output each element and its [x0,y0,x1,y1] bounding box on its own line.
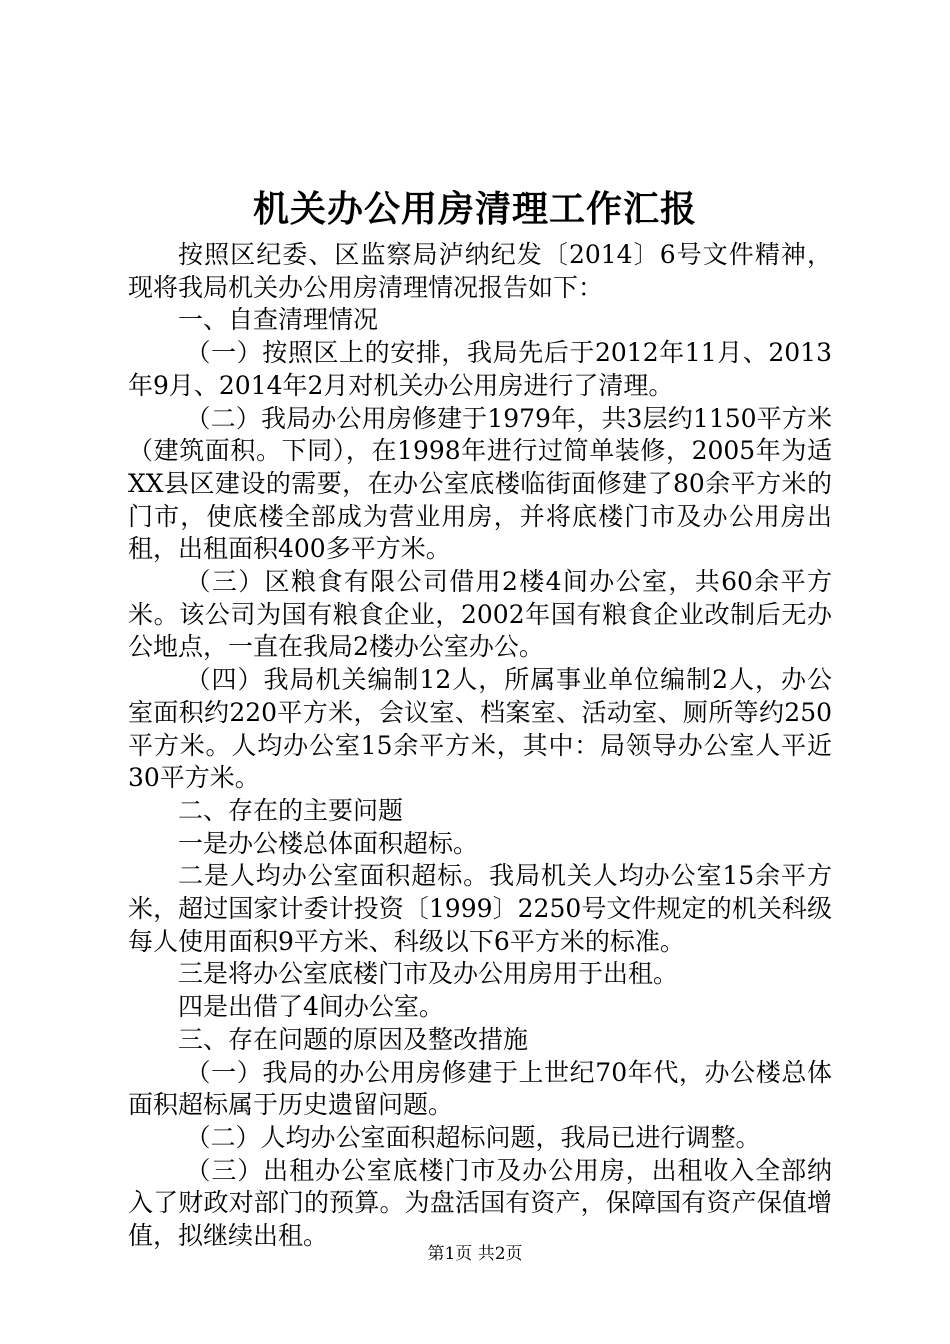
section-heading-2: 二、存在的主要问题 [178,795,404,825]
page-indicator: 第1页 共2页 [427,1244,523,1264]
page-footer [0,1242,950,1266]
section-heading-1: 一、自查清理情况 [178,305,379,335]
paragraph-3-1: （一）我局的办公用房修建于上世纪70年代，办公楼总体面积超标属于历史遗留问题。 [128,1057,832,1120]
paragraph-1-4: （四）我局机关编制12人，所属事业单位编制2人，办公室面积约220平方米，会议室、档案室、活动室、厕所等约250平方米。人均办公室15余平方米，其中：局领导办公室人平近30平方米。 [128,665,832,793]
section-heading-3: 三、存在问题的原因及整改措施 [178,1024,529,1054]
paragraph-2-1: 一是办公楼总体面积超标。 [178,828,479,858]
paragraph-3-2: （二）人均办公室面积超标问题，我局已进行调整。 [185,1122,761,1152]
paragraph-1-3: （三）区粮食有限公司借用2楼4间办公室，共60余平方米。该公司为国有粮食企业，2002年国有粮食企业改制后无办公地点，一直在我局2楼办公室办公。 [128,567,833,662]
paragraph-2-4: 四是出借了4间办公室。 [178,992,444,1022]
paragraph-3-3: （三）出租办公室底楼门市及办公用房，出租收入全部纳入了财政对部门的预算。为盘活国有资产，保障国有资产保值增值，拟继续出租。 [128,1155,832,1251]
paragraph-1-2: （二）我局办公用房修建于1979年，共3层约1150平方米（建筑面积。下同），在1998年进行过简单装修，2005年为适XX县区建设的需要，在办公室底楼临街面修建了80余平方米的门市，使底楼全部成为营业用房，并将底楼门市及办公用房出租，出租面积400多平方米。 [128,403,832,564]
paragraph-intro: 按照区纪委、区监察局泸纳纪发〔2014〕6号文件精神，现将我局机关办公用房清理情况报告如下： [128,240,832,302]
paragraph-2-2: 二是人均办公室面积超标。我局机关人均办公室15余平方米，超过国家计委计投资〔1999〕2250号文件规定的机关科级每人使用面积9平方米、科级以下6平方米的标准。 [128,861,832,956]
document-body [128,239,832,1253]
paragraph-2-3: 三是将办公室底楼门市及办公用房用于出租。 [178,959,679,989]
document-title: 机关办公用房清理工作汇报 [252,188,697,230]
paragraph-1-1: （一）按照区上的安排，我局先后于2012年11月、2013年9月、2014年2月对机关办公用房进行了清理。 [128,338,832,400]
